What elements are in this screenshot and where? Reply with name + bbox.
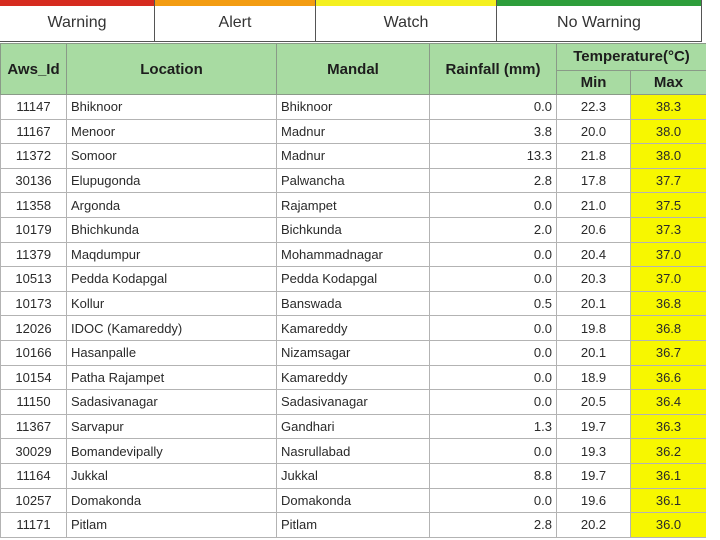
cell-min-temp: 20.1 <box>557 291 631 316</box>
cell-max-temp: 36.1 <box>631 463 707 488</box>
cell-rainfall: 0.0 <box>430 95 557 120</box>
table-header-row <box>1 44 707 71</box>
cell-location: Argonda <box>67 193 277 218</box>
legend-warning <box>0 0 155 42</box>
cell-aws-id: 11150 <box>1 390 67 415</box>
table-row[interactable] <box>1 365 707 390</box>
cell-max-temp: 36.2 <box>631 439 707 464</box>
cell-location: Patha Rajampet <box>67 365 277 390</box>
cell-location: Elupugonda <box>67 168 277 193</box>
cell-mandal: Banswada <box>277 291 430 316</box>
cell-aws-id: 11367 <box>1 414 67 439</box>
cell-mandal: Nizamsagar <box>277 340 430 365</box>
cell-aws-id: 11167 <box>1 119 67 144</box>
table-row[interactable] <box>1 463 707 488</box>
cell-min-temp: 20.4 <box>557 242 631 267</box>
legend-no-warning <box>497 0 702 42</box>
cell-min-temp: 18.9 <box>557 365 631 390</box>
cell-rainfall: 3.8 <box>430 119 557 144</box>
cell-max-temp: 36.8 <box>631 316 707 341</box>
cell-rainfall: 0.0 <box>430 316 557 341</box>
cell-aws-id: 30136 <box>1 168 67 193</box>
cell-rainfall: 0.0 <box>430 439 557 464</box>
legend-watch-label: Watch <box>383 14 429 31</box>
header-location[interactable]: Location <box>67 44 277 95</box>
table-row[interactable] <box>1 242 707 267</box>
cell-mandal: Madnur <box>277 144 430 169</box>
table-row[interactable] <box>1 390 707 415</box>
cell-max-temp: 37.0 <box>631 267 707 292</box>
cell-mandal: Domakonda <box>277 488 430 513</box>
cell-rainfall: 2.8 <box>430 168 557 193</box>
cell-rainfall: 0.0 <box>430 340 557 365</box>
table-row[interactable] <box>1 414 707 439</box>
cell-mandal: Palwancha <box>277 168 430 193</box>
legend-watch <box>316 0 497 42</box>
cell-aws-id: 11147 <box>1 95 67 120</box>
header-aws-id[interactable]: Aws_Id <box>1 44 67 95</box>
cell-max-temp: 36.3 <box>631 414 707 439</box>
cell-mandal: Pedda Kodapgal <box>277 267 430 292</box>
cell-min-temp: 19.7 <box>557 463 631 488</box>
cell-mandal: Madnur <box>277 119 430 144</box>
cell-min-temp: 20.2 <box>557 513 631 538</box>
cell-min-temp: 19.7 <box>557 414 631 439</box>
cell-max-temp: 36.6 <box>631 365 707 390</box>
cell-location: Jukkal <box>67 463 277 488</box>
cell-max-temp: 36.8 <box>631 291 707 316</box>
cell-aws-id: 11379 <box>1 242 67 267</box>
table-row[interactable] <box>1 291 707 316</box>
right-edge-strip <box>706 43 720 540</box>
legend-no-warning-label: No Warning <box>557 14 641 31</box>
legend-alert <box>155 0 316 42</box>
cell-min-temp: 20.0 <box>557 119 631 144</box>
table-row[interactable] <box>1 267 707 292</box>
cell-location: Bhiknoor <box>67 95 277 120</box>
cell-rainfall: 0.0 <box>430 365 557 390</box>
table-row[interactable] <box>1 217 707 242</box>
cell-aws-id: 10173 <box>1 291 67 316</box>
warning-legend <box>0 0 720 42</box>
cell-location: Sarvapur <box>67 414 277 439</box>
cell-mandal: Gandhari <box>277 414 430 439</box>
header-rainfall[interactable]: Rainfall (mm) <box>430 44 557 95</box>
cell-mandal: Mohammadnagar <box>277 242 430 267</box>
cell-rainfall: 0.0 <box>430 488 557 513</box>
table-row[interactable] <box>1 119 707 144</box>
cell-aws-id: 11358 <box>1 193 67 218</box>
table-row[interactable] <box>1 488 707 513</box>
cell-aws-id: 10257 <box>1 488 67 513</box>
cell-location: Bomandevipally <box>67 439 277 464</box>
cell-location: Hasanpalle <box>67 340 277 365</box>
table-row[interactable] <box>1 316 707 341</box>
cell-location: IDOC (Kamareddy) <box>67 316 277 341</box>
header-min[interactable]: Min <box>557 70 631 94</box>
cell-mandal: Nasrullabad <box>277 439 430 464</box>
cell-max-temp: 36.7 <box>631 340 707 365</box>
table-row[interactable] <box>1 193 707 218</box>
cell-min-temp: 20.6 <box>557 217 631 242</box>
cell-mandal: Jukkal <box>277 463 430 488</box>
cell-aws-id: 30029 <box>1 439 67 464</box>
cell-rainfall: 0.0 <box>430 242 557 267</box>
cell-min-temp: 22.3 <box>557 95 631 120</box>
cell-max-temp: 38.0 <box>631 119 707 144</box>
cell-rainfall: 0.0 <box>430 390 557 415</box>
table-row[interactable] <box>1 95 707 120</box>
cell-max-temp: 36.1 <box>631 488 707 513</box>
cell-rainfall: 8.8 <box>430 463 557 488</box>
header-mandal[interactable]: Mandal <box>277 44 430 95</box>
cell-rainfall: 13.3 <box>430 144 557 169</box>
cell-location: Kollur <box>67 291 277 316</box>
cell-rainfall: 0.0 <box>430 193 557 218</box>
cell-location: Pedda Kodapgal <box>67 267 277 292</box>
legend-warning-label: Warning <box>47 14 107 31</box>
cell-min-temp: 19.8 <box>557 316 631 341</box>
legend-watch-color-bar <box>316 0 496 6</box>
cell-rainfall: 1.3 <box>430 414 557 439</box>
table-row[interactable] <box>1 168 707 193</box>
table-row[interactable] <box>1 340 707 365</box>
cell-aws-id: 10166 <box>1 340 67 365</box>
cell-aws-id: 10513 <box>1 267 67 292</box>
header-max[interactable]: Max <box>631 70 707 94</box>
legend-alert-label: Alert <box>218 14 252 31</box>
cell-location: Menoor <box>67 119 277 144</box>
cell-rainfall: 0.0 <box>430 267 557 292</box>
cell-mandal: Kamareddy <box>277 316 430 341</box>
legend-warning-color-bar <box>0 0 154 6</box>
legend-no-warning-color-bar <box>497 0 701 6</box>
table-row[interactable] <box>1 144 707 169</box>
cell-mandal: Sadasivanagar <box>277 390 430 415</box>
cell-location: Bhichkunda <box>67 217 277 242</box>
cell-location: Maqdumpur <box>67 242 277 267</box>
cell-min-temp: 19.6 <box>557 488 631 513</box>
table-row[interactable] <box>1 513 707 538</box>
cell-max-temp: 37.7 <box>631 168 707 193</box>
cell-rainfall: 2.0 <box>430 217 557 242</box>
cell-min-temp: 17.8 <box>557 168 631 193</box>
cell-max-temp: 36.4 <box>631 390 707 415</box>
cell-max-temp: 37.3 <box>631 217 707 242</box>
cell-mandal: Bhiknoor <box>277 95 430 120</box>
cell-min-temp: 20.1 <box>557 340 631 365</box>
table-body <box>1 95 707 538</box>
cell-max-temp: 38.0 <box>631 144 707 169</box>
cell-min-temp: 20.5 <box>557 390 631 415</box>
cell-mandal: Rajampet <box>277 193 430 218</box>
table-row[interactable] <box>1 439 707 464</box>
cell-mandal: Bichkunda <box>277 217 430 242</box>
cell-max-temp: 37.5 <box>631 193 707 218</box>
cell-aws-id: 11372 <box>1 144 67 169</box>
cell-rainfall: 2.8 <box>430 513 557 538</box>
cell-mandal: Pitlam <box>277 513 430 538</box>
cell-max-temp: 37.0 <box>631 242 707 267</box>
header-temperature: Temperature(°C) <box>557 44 707 71</box>
weather-data-table <box>0 43 707 538</box>
cell-aws-id: 11171 <box>1 513 67 538</box>
cell-max-temp: 38.3 <box>631 95 707 120</box>
cell-location: Somoor <box>67 144 277 169</box>
cell-min-temp: 20.3 <box>557 267 631 292</box>
cell-aws-id: 11164 <box>1 463 67 488</box>
cell-max-temp: 36.0 <box>631 513 707 538</box>
cell-aws-id: 12026 <box>1 316 67 341</box>
cell-location: Domakonda <box>67 488 277 513</box>
cell-rainfall: 0.5 <box>430 291 557 316</box>
cell-location: Pitlam <box>67 513 277 538</box>
cell-aws-id: 10154 <box>1 365 67 390</box>
cell-location: Sadasivanagar <box>67 390 277 415</box>
cell-min-temp: 21.8 <box>557 144 631 169</box>
cell-min-temp: 19.3 <box>557 439 631 464</box>
legend-alert-color-bar <box>155 0 315 6</box>
cell-aws-id: 10179 <box>1 217 67 242</box>
cell-mandal: Kamareddy <box>277 365 430 390</box>
cell-min-temp: 21.0 <box>557 193 631 218</box>
